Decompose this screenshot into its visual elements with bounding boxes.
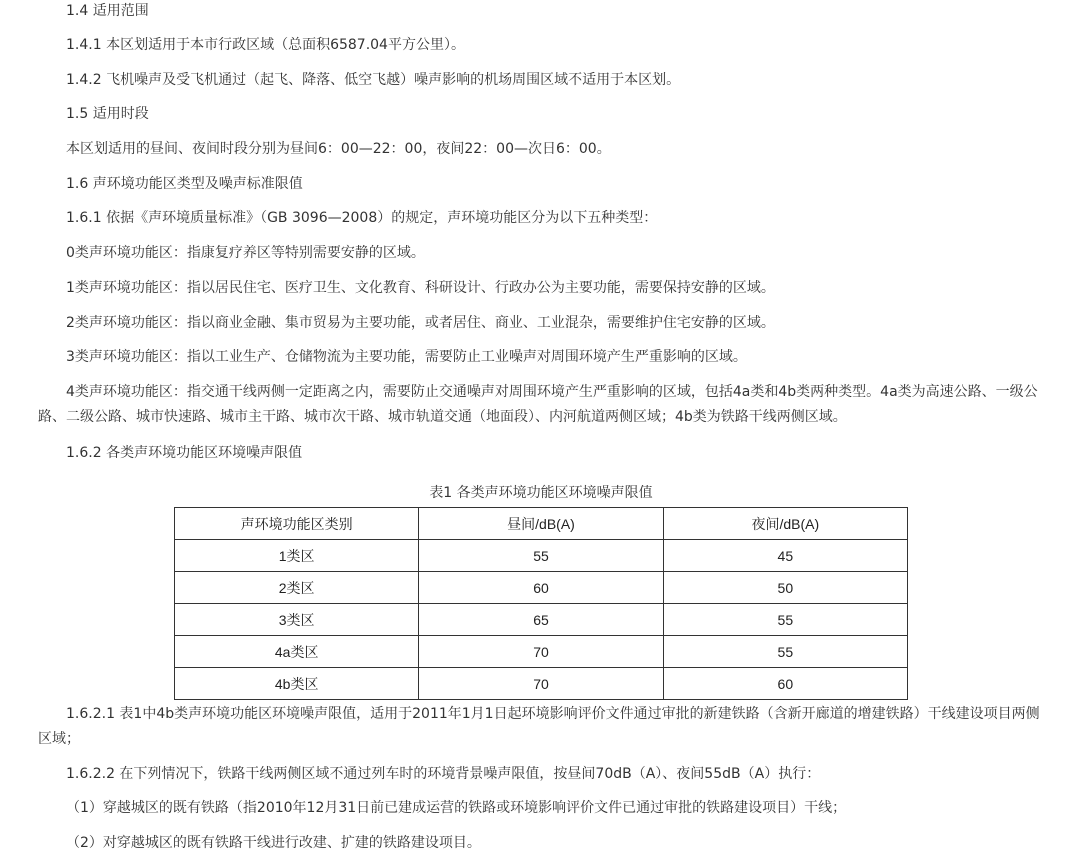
paragraph-class-2: 2类声环境功能区：指以商业金融、集市贸易为主要功能，或者居住、商业、工业混杂，需要维护住宅安静的区域。 <box>66 315 775 331</box>
cell-day: 65 <box>419 604 663 636</box>
paragraph-class-4: 4类声环境功能区：指交通干线两侧一定距离之内，需要防止交通噪声对周围环境产生严重影响的区域，包括4a类和4b类两种类型。4a类为高速公路、一级公路、二级公路、城市快速路、城市主干路、城市次干路、城市轨道交通（地面段）、内河航道两侧区域；4b类为铁路干线两侧区域。 <box>38 384 1038 425</box>
noise-limit-table <box>174 507 908 700</box>
table-row <box>175 604 908 636</box>
cell-night: 55 <box>663 636 907 668</box>
cell-class: 3类区 <box>175 604 419 636</box>
table-caption: 表1 各类声环境功能区环境噪声限值 <box>429 485 653 501</box>
table-row <box>175 572 908 604</box>
paragraph-class-0: 0类声环境功能区：指康复疗养区等特别需要安静的区域。 <box>66 245 425 261</box>
column-header-night: 夜间/dB(A) <box>663 508 907 540</box>
cell-class: 4a类区 <box>175 636 419 668</box>
cell-day: 70 <box>419 668 663 700</box>
paragraph-1-4-2: 1.4.2 飞机噪声及受飞机通过（起飞、降落、低空飞越）噪声影响的机场周围区域不适用于本区划。 <box>66 72 681 88</box>
paragraph-1-6-1: 1.6.1 依据《声环境质量标准》（GB 3096—2008）的规定，声环境功能区分为以下五种类型： <box>66 210 658 226</box>
column-header-day: 昼间/dB(A) <box>419 508 663 540</box>
cell-night: 60 <box>663 668 907 700</box>
paragraph-1-6-2-2: 1.6.2.2 在下列情况下，铁路干线两侧区域不通过列车时的环境背景噪声限值，按昼间70dB（A）、夜间55dB（A）执行： <box>66 766 821 782</box>
cell-day: 60 <box>419 572 663 604</box>
table-row <box>175 668 908 700</box>
table-row <box>175 636 908 668</box>
cell-class: 2类区 <box>175 572 419 604</box>
table-row <box>175 540 908 572</box>
cell-class: 1类区 <box>175 540 419 572</box>
cell-night: 55 <box>663 604 907 636</box>
section-heading-1-4: 1.4 适用范围 <box>66 3 149 19</box>
column-header-class: 声环境功能区类别 <box>175 508 419 540</box>
list-item-2: （2）对穿越城区的既有铁路干线进行改建、扩建的铁路建设项目。 <box>66 835 481 851</box>
paragraph-1-6-2-1: 1.6.2.1 表1中4b类声环境功能区环境噪声限值，适用于2011年1月1日起环境影响评价文件通过审批的新建铁路（含新开廊道的增建铁路）干线建设项目两侧区域； <box>38 706 1040 747</box>
cell-day: 55 <box>419 540 663 572</box>
table-header-row <box>175 508 908 540</box>
cell-class: 4b类区 <box>175 668 419 700</box>
paragraph-1-5-text: 本区划适用的昼间、夜间时段分别为昼间6：00—22：00，夜间22：00—次日6：00。 <box>66 141 611 157</box>
section-heading-1-6-2: 1.6.2 各类声环境功能区环境噪声限值 <box>66 445 303 461</box>
cell-day: 70 <box>419 636 663 668</box>
cell-night: 45 <box>663 540 907 572</box>
paragraph-class-3: 3类声环境功能区：指以工业生产、仓储物流为主要功能，需要防止工业噪声对周围环境产生严重影响的区域。 <box>66 349 747 365</box>
section-heading-1-5: 1.5 适用时段 <box>66 106 149 122</box>
list-item-1: （1）穿越城区的既有铁路（指2010年12月31日前已建成运营的铁路或环境影响评价文件已通过审批的铁路建设项目）干线； <box>66 800 847 816</box>
cell-night: 50 <box>663 572 907 604</box>
section-heading-1-6: 1.6 声环境功能区类型及噪声标准限值 <box>66 176 303 192</box>
paragraph-class-1: 1类声环境功能区：指以居民住宅、医疗卫生、文化教育、科研设计、行政办公为主要功能，需要保持安静的区域。 <box>66 280 775 296</box>
paragraph-1-4-1: 1.4.1 本区划适用于本市行政区域（总面积6587.04平方公里）。 <box>66 37 465 53</box>
